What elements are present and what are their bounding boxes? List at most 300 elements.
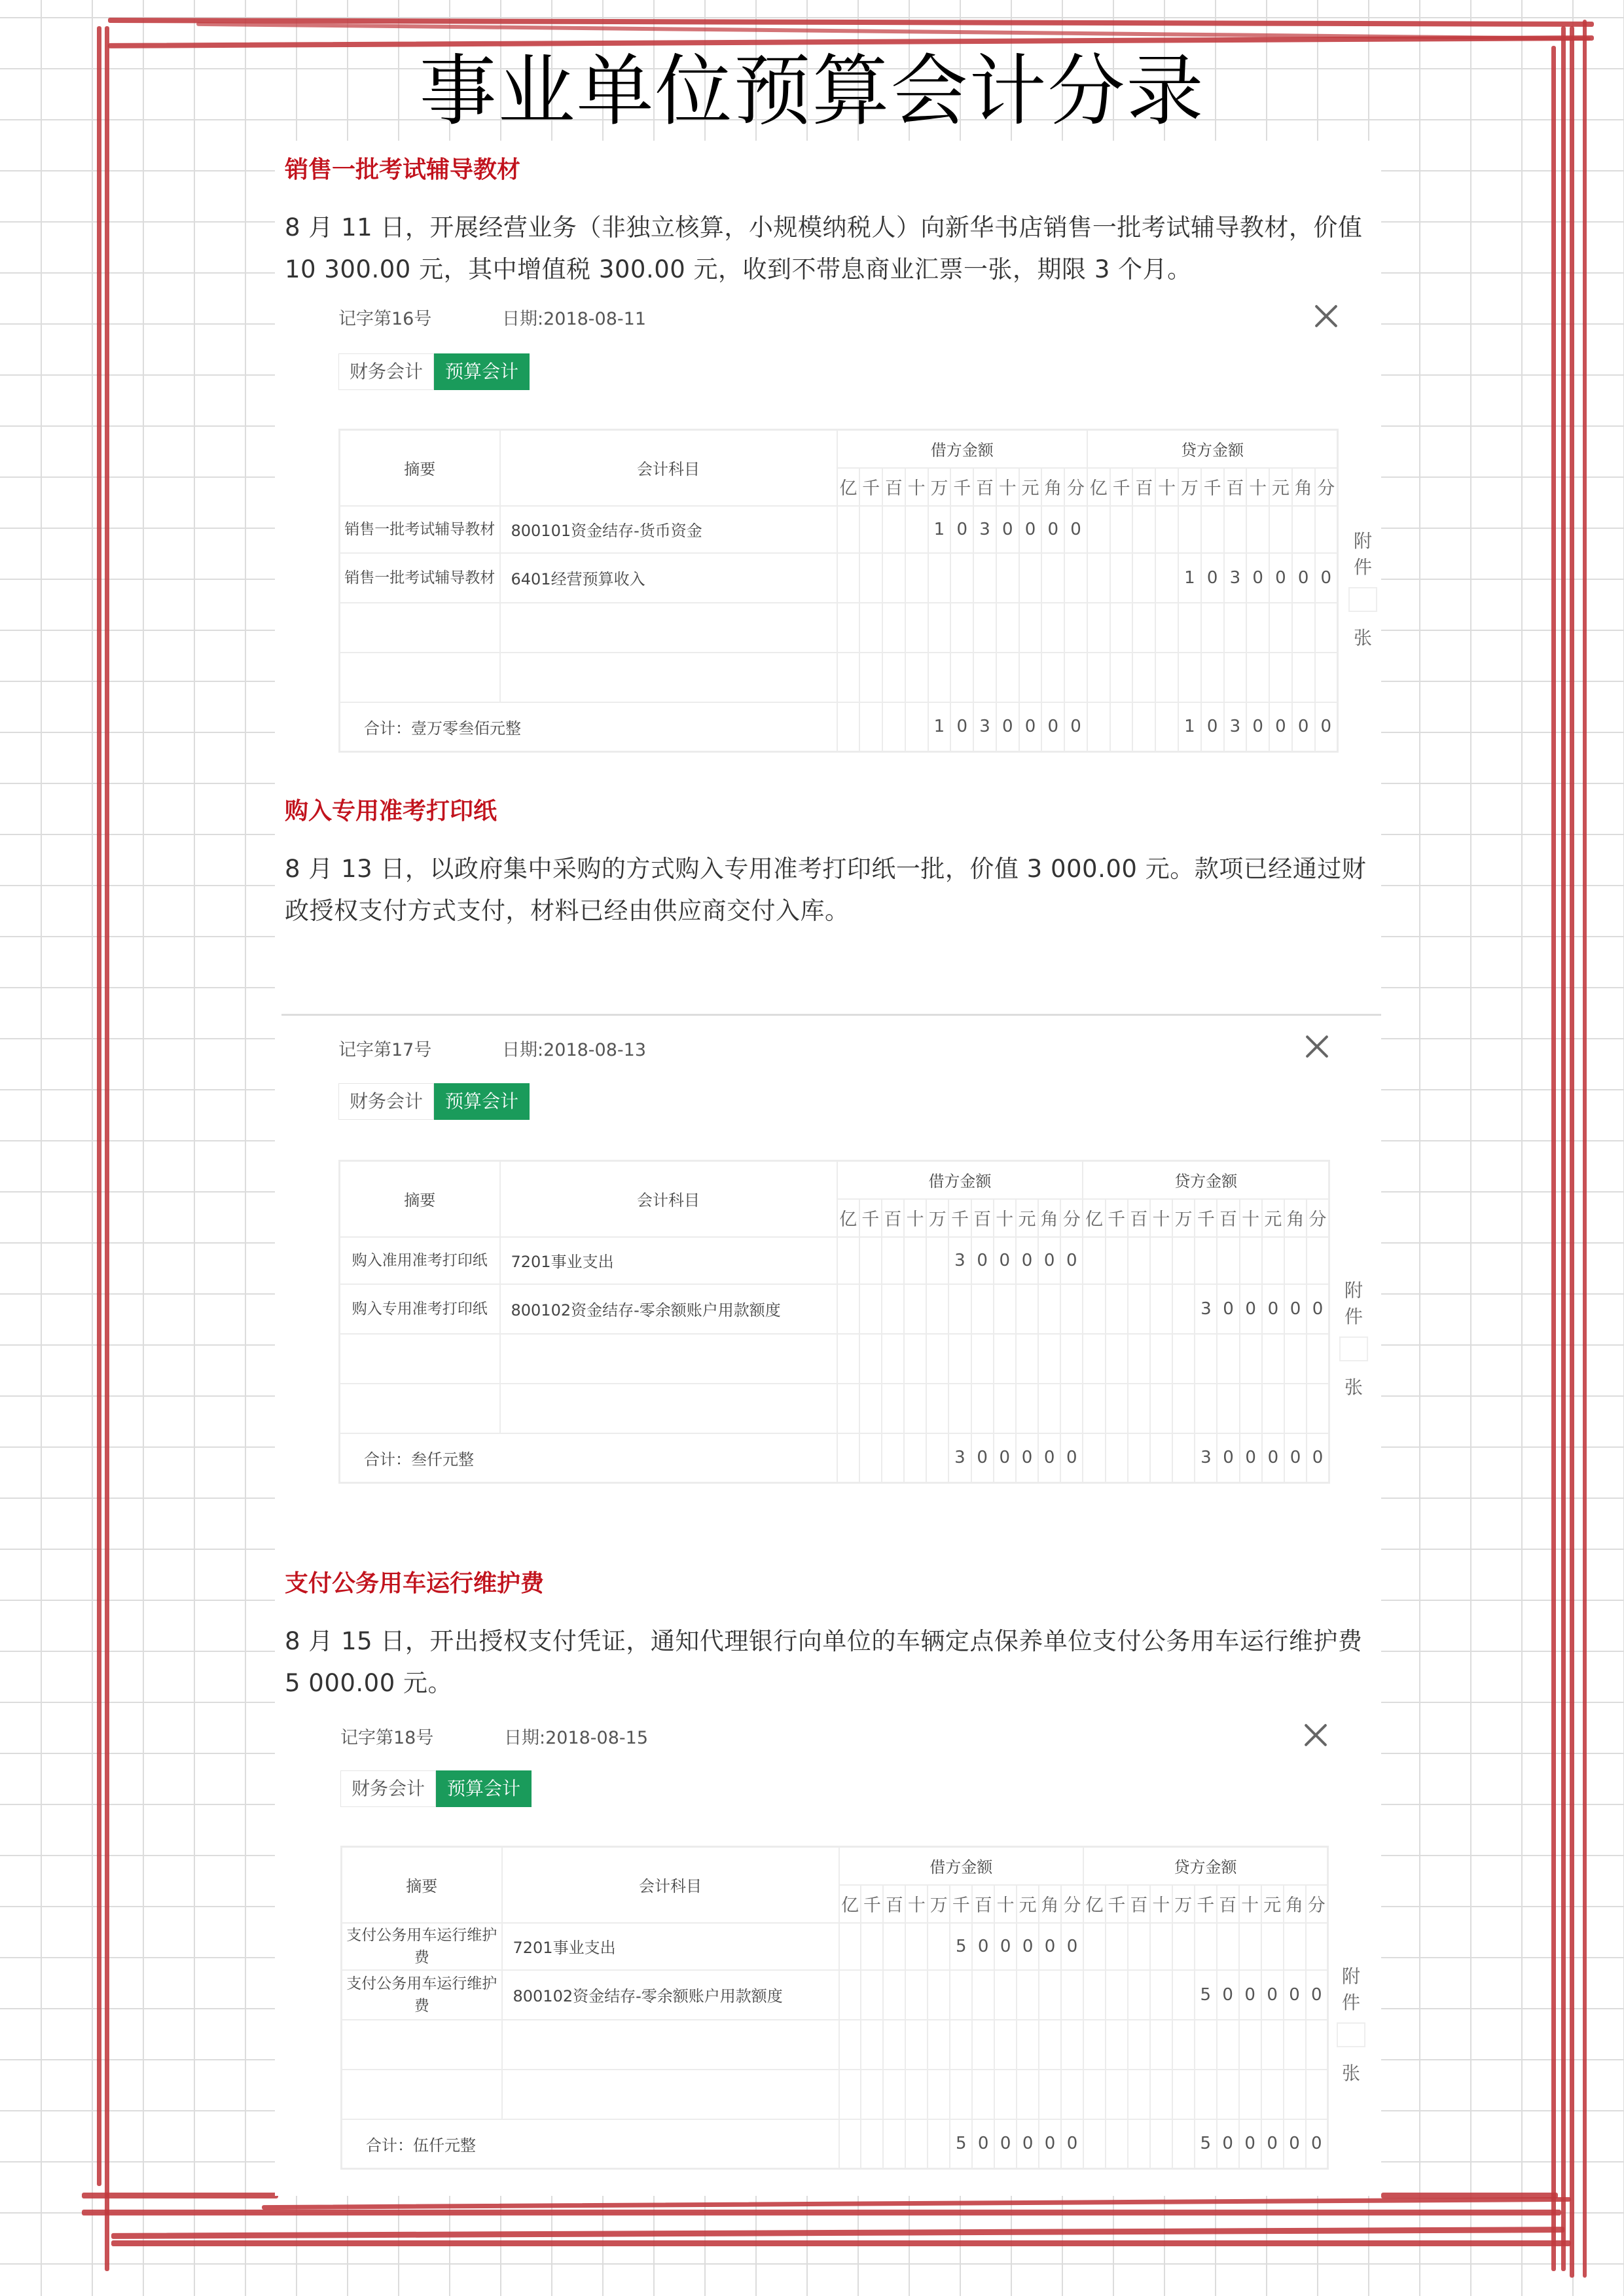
empty-digit — [1292, 653, 1315, 702]
total-credit-digit: 0 — [1262, 1433, 1284, 1483]
unit-label: 角 — [1284, 1199, 1307, 1237]
unit-label: 亿 — [1083, 1199, 1105, 1237]
unit-label: 万 — [926, 1199, 948, 1237]
empty-digit — [1269, 653, 1292, 702]
total-debit-digit — [904, 1433, 926, 1483]
section-description: 8 月 11 日，开展经营业务（非独立核算，小规模纳税人）向新华书店销售一批考试辅导教材，价值 10 300.00 元，其中增值税 300.00 元，收到不带息商业汇票一张，期限 3 个月。 — [285, 213, 1363, 283]
total-credit-digit: 3 — [1224, 702, 1247, 752]
credit-digit — [1083, 1237, 1105, 1284]
total-debit-digit — [905, 702, 928, 752]
total-credit-digit — [1106, 2119, 1128, 2169]
table-row[interactable] — [340, 506, 1338, 553]
tab-budget-accounting[interactable]: 预算会计 — [436, 1770, 532, 1807]
voucher-ledger-table — [338, 429, 1339, 753]
divider — [281, 1014, 1381, 1016]
unit-label: 十 — [1150, 1885, 1172, 1923]
total-debit-digit: 0 — [1019, 702, 1042, 752]
total-debit-digit: 0 — [1064, 702, 1087, 752]
debit-digit — [859, 506, 882, 553]
unit-label: 元 — [1261, 1885, 1284, 1923]
voucher-date: 日期:2018-08-13 — [502, 1040, 647, 1060]
table-row[interactable] — [340, 1284, 1329, 1334]
row-subject[interactable] — [500, 1334, 837, 1384]
credit-digit — [1172, 1284, 1195, 1334]
row-summary[interactable]: 支付公务用车运行维护费 — [342, 1970, 502, 2020]
attachment-count-input[interactable] — [1348, 587, 1377, 612]
empty-digit — [839, 2020, 861, 2070]
unit-label: 分 — [1307, 1199, 1329, 1237]
total-debit-digit: 0 — [1060, 1433, 1083, 1483]
debit-digit — [1016, 1284, 1038, 1334]
debit-digit — [861, 1923, 883, 1970]
unit-label: 千 — [1201, 468, 1224, 506]
unit-label: 千 — [861, 1885, 883, 1923]
total-debit-digit: 3 — [948, 1433, 971, 1483]
row-summary[interactable] — [340, 653, 500, 702]
empty-digit — [1217, 1384, 1239, 1433]
attachment-count-input[interactable] — [1337, 2022, 1365, 2047]
col-header-credit: 贷方金额 — [1083, 1847, 1328, 1885]
empty-digit — [928, 2070, 950, 2119]
debit-digit — [950, 553, 973, 603]
credit-digit: 0 — [1201, 553, 1224, 603]
total-debit-digit: 5 — [950, 2119, 972, 2169]
unit-label: 千 — [950, 468, 973, 506]
credit-digit — [1128, 1284, 1150, 1334]
empty-digit — [1041, 603, 1064, 653]
row-subject[interactable] — [500, 1384, 837, 1433]
empty-digit — [1083, 2070, 1106, 2119]
unit-label: 亿 — [1083, 1885, 1106, 1923]
credit-digit — [1239, 1923, 1261, 1970]
unit-label: 千 — [1195, 1199, 1217, 1237]
row-subject[interactable] — [500, 653, 837, 702]
total-credit-digit — [1128, 1433, 1150, 1483]
unit-label: 元 — [1016, 1199, 1038, 1237]
col-header-summary: 摘要 — [340, 1161, 500, 1237]
debit-digit — [859, 553, 882, 603]
credit-digit — [1269, 506, 1292, 553]
empty-digit — [1041, 653, 1064, 702]
unit-label: 十 — [1155, 468, 1178, 506]
total-credit-digit: 0 — [1269, 702, 1292, 752]
credit-digit — [1246, 506, 1269, 553]
empty-digit — [1150, 2070, 1172, 2119]
unit-label: 千 — [1106, 1199, 1128, 1237]
debit-digit — [837, 1284, 859, 1334]
debit-digit — [1039, 1970, 1061, 2020]
empty-digit — [1038, 1384, 1060, 1433]
credit-digit — [1307, 1237, 1329, 1284]
empty-digit — [1284, 1384, 1307, 1433]
credit-digit: 0 — [1284, 1284, 1307, 1334]
credit-digit: 0 — [1292, 553, 1315, 603]
attach-label-top: 附 — [1344, 1280, 1363, 1301]
row-subject[interactable] — [500, 603, 837, 653]
row-summary[interactable] — [340, 1384, 500, 1433]
attachment-count — [1337, 1962, 1365, 2085]
row-summary[interactable]: 销售一批考试辅导教材 — [340, 553, 500, 603]
unit-label: 万 — [928, 1885, 950, 1923]
empty-digit — [1284, 2020, 1306, 2070]
total-debit-digit — [882, 1433, 904, 1483]
empty-digit — [972, 2020, 994, 2070]
row-subject[interactable]: 800102资金结存-零余额账户用款额度 — [500, 1284, 837, 1334]
table-row[interactable] — [340, 653, 1338, 702]
row-summary[interactable]: 支付公务用车运行维护费 — [342, 1923, 502, 1970]
credit-digit — [1306, 1923, 1328, 1970]
empty-digit — [1061, 2020, 1083, 2070]
credit-digit — [1150, 1237, 1172, 1284]
empty-digit — [973, 603, 996, 653]
row-subject[interactable] — [502, 2070, 839, 2119]
unit-label: 百 — [882, 468, 905, 506]
empty-digit — [1306, 2020, 1328, 2070]
empty-digit — [950, 2070, 972, 2119]
empty-digit — [859, 1334, 882, 1384]
credit-digit: 3 — [1224, 553, 1247, 603]
close-icon[interactable] — [1304, 1033, 1330, 1059]
empty-digit — [1106, 2070, 1128, 2119]
empty-digit — [1172, 2020, 1195, 2070]
unit-label: 百 — [972, 1885, 994, 1923]
unit-label: 角 — [1038, 1199, 1060, 1237]
credit-digit — [1284, 1237, 1307, 1284]
empty-digit — [972, 2070, 994, 2119]
debit-digit: 0 — [1016, 1237, 1038, 1284]
tab-financial-accounting[interactable]: 财务会计 — [338, 353, 434, 390]
total-credit-digit — [1083, 1433, 1105, 1483]
total-credit-digit: 0 — [1315, 702, 1338, 752]
debit-digit: 0 — [950, 506, 973, 553]
empty-digit — [1224, 603, 1247, 653]
unit-label: 元 — [1262, 1199, 1284, 1237]
unit-label: 百 — [1128, 1885, 1150, 1923]
empty-digit — [837, 1384, 859, 1433]
debit-digit — [950, 1970, 972, 2020]
debit-digit — [859, 1284, 882, 1334]
empty-digit — [837, 1334, 859, 1384]
empty-digit — [1201, 603, 1224, 653]
unit-label: 元 — [1017, 1885, 1039, 1923]
empty-digit — [1307, 1334, 1329, 1384]
credit-digit — [1150, 1284, 1172, 1334]
total-debit-digit — [883, 2119, 905, 2169]
debit-digit — [926, 1237, 948, 1284]
row-summary[interactable]: 销售一批考试辅导教材 — [340, 506, 500, 553]
voucher-number: 记字第17号 — [338, 1040, 432, 1060]
tab-budget-accounting[interactable]: 预算会计 — [434, 353, 530, 390]
debit-digit — [883, 1923, 905, 1970]
attachment-count — [1339, 1276, 1368, 1399]
table-row[interactable] — [340, 1384, 1329, 1433]
unit-label: 十 — [994, 1885, 1017, 1923]
empty-digit — [994, 2070, 1017, 2119]
unit-label: 千 — [1195, 1885, 1217, 1923]
total-credit-digit: 0 — [1246, 702, 1269, 752]
empty-digit — [904, 1384, 926, 1433]
row-summary[interactable] — [342, 2020, 502, 2070]
attachment-count-input[interactable] — [1339, 1336, 1368, 1361]
unit-label: 百 — [1217, 1885, 1239, 1923]
empty-digit — [1039, 2070, 1061, 2119]
debit-digit — [1041, 553, 1064, 603]
credit-digit — [1128, 1970, 1150, 2020]
total-credit-digit — [1128, 2119, 1150, 2169]
col-header-summary: 摘要 — [342, 1847, 502, 1923]
credit-digit — [1195, 1923, 1217, 1970]
total-credit-digit: 0 — [1284, 2119, 1306, 2169]
credit-digit: 5 — [1195, 1970, 1217, 2020]
total-debit-digit — [928, 2119, 950, 2169]
debit-digit — [1064, 553, 1087, 603]
total-label: 合计：伍仟元整 — [342, 2119, 839, 2169]
table-row[interactable] — [342, 1970, 1328, 2020]
debit-digit — [883, 1970, 905, 2020]
empty-digit — [1315, 603, 1338, 653]
credit-digit — [1172, 1237, 1195, 1284]
total-debit-digit — [839, 2119, 861, 2169]
empty-digit — [882, 653, 905, 702]
total-credit-digit — [1150, 2119, 1172, 2169]
credit-digit — [1178, 506, 1201, 553]
table-row[interactable] — [340, 553, 1338, 603]
empty-digit — [1172, 1334, 1195, 1384]
total-debit-digit — [859, 702, 882, 752]
total-debit-digit: 0 — [996, 702, 1019, 752]
row-summary[interactable]: 购入专用准考打印纸 — [340, 1284, 500, 1334]
attach-label-mid: 件 — [1341, 1992, 1360, 2013]
row-summary[interactable] — [342, 2070, 502, 2119]
row-subject[interactable]: 800102资金结存-零余额账户用款额度 — [502, 1970, 839, 2020]
unit-label: 亿 — [1087, 468, 1110, 506]
empty-digit — [904, 1334, 926, 1384]
total-credit-digit: 0 — [1217, 2119, 1239, 2169]
row-subject[interactable]: 6401经营预算收入 — [500, 553, 837, 603]
row-subject[interactable] — [502, 2020, 839, 2070]
unit-label: 十 — [1150, 1199, 1172, 1237]
section-heading: 支付公务用车运行维护费 — [285, 1570, 545, 1597]
empty-digit — [882, 1334, 904, 1384]
empty-digit — [1106, 1334, 1128, 1384]
empty-digit — [1239, 2020, 1261, 2070]
empty-digit — [1224, 653, 1247, 702]
row-summary[interactable]: 购入准用准考打印纸 — [340, 1237, 500, 1284]
empty-digit — [1083, 1334, 1105, 1384]
empty-digit — [1060, 1334, 1083, 1384]
unit-label: 百 — [883, 1885, 905, 1923]
credit-digit: 0 — [1261, 1970, 1284, 2020]
debit-digit — [861, 1970, 883, 2020]
unit-label: 万 — [1178, 468, 1201, 506]
debit-digit — [948, 1284, 971, 1334]
row-subject[interactable]: 7201事业支出 — [502, 1923, 839, 1970]
empty-digit — [1306, 2070, 1328, 2119]
credit-digit — [1128, 1237, 1150, 1284]
row-subject[interactable]: 800101资金结存-货币资金 — [500, 506, 837, 553]
empty-digit — [928, 653, 951, 702]
total-debit-digit — [926, 1433, 948, 1483]
empty-digit — [861, 2070, 883, 2119]
unit-label: 分 — [1315, 468, 1338, 506]
unit-label: 万 — [1172, 1199, 1195, 1237]
unit-label: 十 — [904, 1199, 926, 1237]
empty-digit — [1016, 1384, 1038, 1433]
debit-digit: 3 — [948, 1237, 971, 1284]
unit-label: 百 — [973, 468, 996, 506]
total-credit-digit: 5 — [1195, 2119, 1217, 2169]
empty-digit — [971, 1334, 994, 1384]
col-header-debit: 借方金额 — [837, 430, 1087, 468]
empty-digit — [950, 653, 973, 702]
unit-label: 千 — [859, 1199, 882, 1237]
total-credit-digit: 0 — [1284, 1433, 1307, 1483]
voucher-ledger-table — [338, 1160, 1330, 1484]
close-icon[interactable] — [1313, 302, 1339, 329]
debit-digit: 0 — [972, 1923, 994, 1970]
empty-digit — [1110, 653, 1133, 702]
credit-digit — [1110, 553, 1133, 603]
total-credit-digit: 0 — [1240, 1433, 1262, 1483]
empty-digit — [948, 1334, 971, 1384]
unit-label: 角 — [1041, 468, 1064, 506]
empty-digit — [1307, 1384, 1329, 1433]
tab-financial-accounting[interactable]: 财务会计 — [340, 1770, 436, 1807]
total-row — [340, 1433, 1329, 1483]
debit-digit: 3 — [973, 506, 996, 553]
empty-digit — [1128, 1334, 1150, 1384]
tab-budget-accounting[interactable]: 预算会计 — [434, 1083, 530, 1120]
empty-digit — [883, 2070, 905, 2119]
empty-digit — [996, 653, 1019, 702]
empty-digit — [1064, 603, 1087, 653]
total-debit-digit — [882, 702, 905, 752]
unit-label: 亿 — [839, 1885, 861, 1923]
empty-digit — [883, 2020, 905, 2070]
debit-digit — [928, 1970, 950, 2020]
empty-digit — [1061, 2070, 1083, 2119]
total-credit-digit — [1172, 1433, 1195, 1483]
empty-digit — [905, 653, 928, 702]
row-summary[interactable] — [340, 603, 500, 653]
empty-digit — [1172, 1384, 1195, 1433]
total-credit-digit — [1106, 1433, 1128, 1483]
credit-digit: 0 — [1306, 1970, 1328, 2020]
empty-digit — [1292, 603, 1315, 653]
empty-digit — [1106, 1384, 1128, 1433]
section-description: 8 月 13 日，以政府集中采购的方式购入专用准考打印纸一批，价值 3 000.00 元。款项已经通过财政授权支付方式支付，材料已经由供应商交付入库。 — [285, 855, 1367, 925]
total-credit-digit: 0 — [1306, 2119, 1328, 2169]
attach-label-mid: 件 — [1344, 1306, 1363, 1327]
credit-digit — [1284, 1923, 1306, 1970]
table-row[interactable] — [342, 2020, 1328, 2070]
empty-digit — [905, 603, 928, 653]
total-credit-digit: 0 — [1292, 702, 1315, 752]
total-debit-digit — [905, 2119, 928, 2169]
empty-digit — [1178, 653, 1201, 702]
debit-digit — [882, 1284, 904, 1334]
credit-digit — [1195, 1237, 1217, 1284]
total-debit-digit: 0 — [972, 2119, 994, 2169]
debit-digit — [882, 506, 905, 553]
empty-digit — [1087, 653, 1110, 702]
debit-digit — [905, 1970, 928, 2020]
empty-digit — [1017, 2070, 1039, 2119]
empty-digit — [1246, 603, 1269, 653]
debit-digit — [904, 1237, 926, 1284]
close-icon[interactable] — [1303, 1721, 1329, 1748]
empty-digit — [973, 653, 996, 702]
empty-digit — [861, 2020, 883, 2070]
voucher-number: 记字第18号 — [340, 1728, 434, 1748]
row-summary[interactable] — [340, 1334, 500, 1384]
unit-label: 亿 — [837, 468, 860, 506]
debit-digit — [837, 1237, 859, 1284]
total-debit-digit: 0 — [1016, 1433, 1038, 1483]
bottom-cutoff — [281, 2200, 1381, 2240]
credit-digit: 3 — [1195, 1284, 1217, 1334]
table-row[interactable] — [342, 2070, 1328, 2119]
empty-digit — [1038, 1334, 1060, 1384]
table-row[interactable] — [340, 1237, 1329, 1284]
total-debit-digit: 0 — [1038, 1433, 1060, 1483]
row-subject[interactable]: 7201事业支出 — [500, 1237, 837, 1284]
empty-digit — [1239, 2070, 1261, 2119]
total-debit-digit: 0 — [1017, 2119, 1039, 2169]
attachment-count — [1348, 527, 1377, 650]
total-label: 合计：壹万零叁佰元整 — [340, 702, 837, 752]
tab-financial-accounting[interactable]: 财务会计 — [338, 1083, 434, 1120]
credit-digit: 0 — [1239, 1970, 1261, 2020]
empty-digit — [1172, 2070, 1195, 2119]
credit-digit: 0 — [1262, 1284, 1284, 1334]
col-header-credit: 贷方金额 — [1083, 1161, 1329, 1199]
empty-digit — [1195, 1384, 1217, 1433]
total-debit-digit: 1 — [928, 702, 951, 752]
attach-label-bottom: 张 — [1341, 2062, 1360, 2084]
debit-digit — [837, 506, 860, 553]
empty-digit — [905, 2020, 928, 2070]
unit-label: 角 — [1292, 468, 1315, 506]
table-row[interactable] — [342, 1923, 1328, 1970]
empty-digit — [1083, 2020, 1106, 2070]
accounting-tabs — [338, 1083, 530, 1120]
attach-label-top: 附 — [1353, 530, 1372, 552]
unit-label: 十 — [905, 468, 928, 506]
empty-digit — [1195, 2020, 1217, 2070]
table-row[interactable] — [340, 603, 1338, 653]
empty-digit — [1128, 2070, 1150, 2119]
voucher-number: 记字第16号 — [338, 309, 432, 329]
credit-digit — [1240, 1237, 1262, 1284]
credit-digit — [1132, 506, 1155, 553]
unit-label: 百 — [971, 1199, 994, 1237]
debit-digit — [1019, 553, 1042, 603]
unit-label: 百 — [1128, 1199, 1150, 1237]
empty-digit — [926, 1384, 948, 1433]
empty-digit — [859, 603, 882, 653]
credit-digit: 0 — [1217, 1970, 1239, 2020]
empty-digit — [882, 1384, 904, 1433]
total-credit-digit — [1155, 702, 1178, 752]
unit-label: 分 — [1306, 1885, 1328, 1923]
credit-digit — [1150, 1970, 1172, 2020]
unit-label: 十 — [1240, 1199, 1262, 1237]
unit-label: 分 — [1064, 468, 1087, 506]
empty-digit — [1019, 653, 1042, 702]
empty-digit — [1178, 603, 1201, 653]
table-row[interactable] — [340, 1334, 1329, 1384]
